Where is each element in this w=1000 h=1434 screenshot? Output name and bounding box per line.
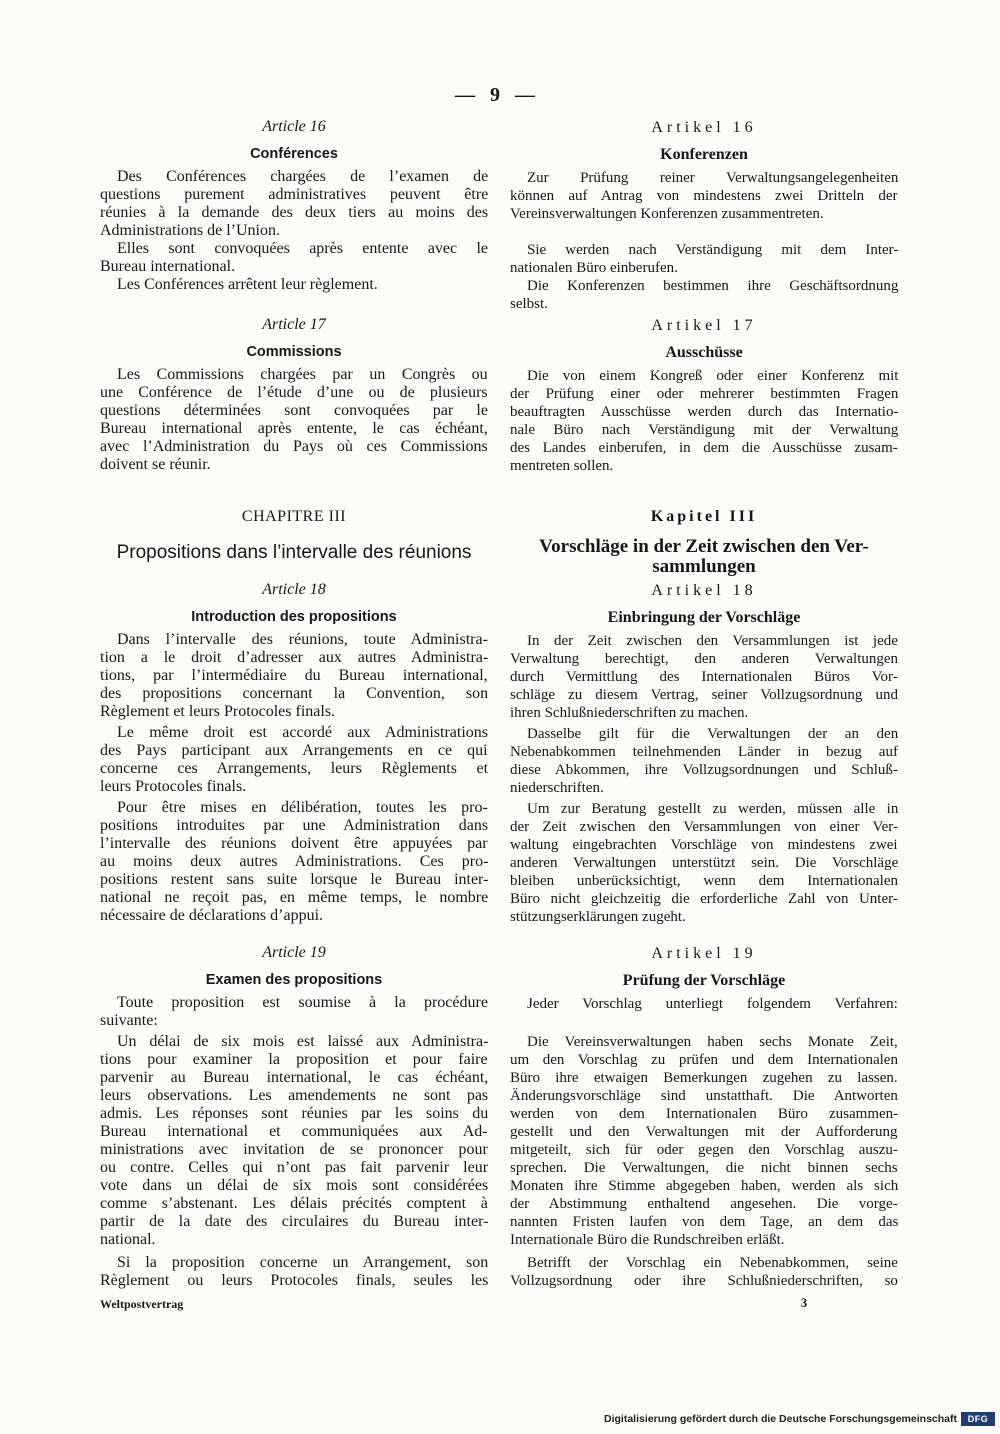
line-text: Bureau international.: [100, 258, 236, 275]
text-line: [117, 240, 488, 258]
article-title: Conférences: [250, 146, 338, 162]
text-line: [510, 1141, 898, 1159]
text-line: [527, 995, 898, 1013]
line-text: stützungserklärungen zugeht.: [510, 909, 686, 925]
line-text: In der Zeit zwischen den Versammlungen ist jede: [527, 633, 898, 649]
paragraph: [510, 1254, 898, 1290]
line-text: questions déterminées sont convoquées par le: [100, 402, 488, 419]
line-text: ministrations avec invitation de se prononcer pour: [100, 1141, 488, 1158]
line-text: Änderungsvorschläge sind unstatthaft. Die Antworten: [510, 1088, 898, 1104]
line-text: sprechen. Die Verwaltungen, die nicht binnen sechs: [510, 1160, 898, 1176]
text-line: [100, 871, 488, 889]
paragraph: [510, 725, 898, 797]
text-line: [100, 258, 488, 276]
article-title: Prüfung der Vorschläge: [622, 972, 786, 989]
paragraph: [100, 631, 488, 721]
chapter-title: [100, 540, 488, 566]
text-line: [117, 276, 488, 294]
text-line: [117, 994, 488, 1012]
text-line: [510, 854, 898, 872]
line-text: des Pays participant aux Arrangements en ce qui: [100, 742, 488, 759]
line-text: niederschriften.: [510, 780, 604, 796]
article-heading: Article 17: [262, 316, 326, 333]
line-text: Monaten ihre Stimme abgegeben haben, werden als sich: [510, 1178, 899, 1194]
line-text: ihren Schlußniederschriften zu machen.: [510, 705, 749, 721]
chapter-label: CHAPITRE III: [241, 508, 347, 525]
line-text: vote dans un délai de six mois sont considérées: [100, 1177, 489, 1194]
line-text: Bureau international et communiquées aux Ad-: [100, 1123, 488, 1140]
article-18-fr: [100, 577, 488, 925]
text-line: [510, 1177, 898, 1195]
text-line: [510, 650, 898, 668]
article-19-fr: [100, 940, 488, 1290]
text-line: [100, 703, 488, 721]
text-line: [510, 385, 898, 403]
text-line: [117, 366, 488, 384]
line-text: concerne ces Arrangements, leurs Règlements et: [100, 760, 489, 777]
text-line: [100, 1195, 488, 1213]
text-line: [117, 168, 488, 186]
text-line: [527, 725, 898, 743]
text-line: [510, 205, 898, 223]
paragraph: [100, 1033, 488, 1249]
text-line: [100, 760, 488, 778]
text-line: [100, 204, 488, 222]
line-text: positions introduites par une Administration dans: [100, 817, 489, 834]
text-line: [100, 1272, 488, 1290]
line-text: um den Vorschlag zu prüfen und dem Internationalen: [510, 1052, 898, 1068]
line-text: anderen Verwaltungen unterstützt sein. Die Vorschläge: [510, 855, 899, 871]
line-text: durch Vermittlung des Internationalen Büros Vor-: [510, 669, 898, 685]
line-text: parvenir au Bureau international, le cas échéant,: [100, 1069, 489, 1086]
line-text: Dans l’intervalle des réunions, toute Administra-: [117, 631, 488, 648]
text-line: [100, 907, 488, 925]
text-line: [100, 1012, 488, 1030]
text-line: [100, 889, 488, 907]
text-line: [510, 1195, 898, 1213]
line-text: une Conférence de l’étude d’une ou de plusieurs: [100, 384, 488, 401]
line-text: Des Conférences chargées de l’examen de: [117, 168, 489, 185]
line-text: national ne reçoit pas, en même temps, le nombre: [100, 889, 489, 906]
article-heading: Article 19: [262, 944, 326, 961]
line-text: réunies à la demande des deux tiers au moins des: [100, 204, 489, 221]
line-text: Betrifft der Vorschlag ein Nebenabkommen, seine: [527, 1255, 898, 1271]
paragraph: [100, 366, 488, 474]
text-line: [510, 668, 898, 686]
line-text: nécessaire de déclarations d’appui.: [100, 907, 324, 924]
line-text: Les Commissions chargées par un Congrès ou: [117, 366, 488, 383]
line-text: Toute proposition est soumise à la procédure: [117, 994, 488, 1011]
text-line: [510, 403, 898, 421]
text-line: [100, 1213, 488, 1231]
line-text: können auf Antrag von mindestens zwei Dritteln der: [510, 188, 898, 204]
line-text: Vereinsverwaltungen Konferenzen zusammentreten.: [510, 206, 824, 222]
text-line: [100, 1231, 488, 1249]
text-line: [510, 890, 898, 908]
paragraph: [100, 799, 488, 925]
text-line: [100, 402, 488, 420]
paragraph: [510, 169, 898, 223]
line-text: partir de la date des circulaires du Bureau inter-: [100, 1213, 489, 1230]
line-text: gestellt und den Verwaltungen mit der Aufforderung: [510, 1124, 898, 1140]
article-heading: Artikel 19: [651, 945, 757, 962]
article-title: Commissions: [246, 344, 342, 360]
line-text: tions pour examiner la proposition et pour faire: [100, 1051, 488, 1068]
line-text: Si la proposition concerne un Arrangement, son: [117, 1254, 489, 1271]
chapter-title: [510, 537, 898, 577]
text-line: [100, 186, 488, 204]
paragraph: [100, 724, 488, 796]
line-text: Die Vereinsverwaltungen haben sechs Monate Zeit,: [527, 1034, 898, 1050]
digitization-credit: [600, 1411, 957, 1427]
text-line: [100, 817, 488, 835]
line-text: bleiben unberücksichtigt, wenn dem Internationalen: [510, 873, 898, 889]
line-text: nale Büro nach Verständigung mit der Verwaltung: [510, 422, 899, 438]
article-title: Introduction des propositions: [191, 609, 397, 625]
line-text: Verwaltung berechtigt, den anderen Verwaltungen: [510, 651, 899, 667]
line-text: au moins deux autres Administrations. Ces pro-: [100, 853, 489, 870]
text-line: [100, 685, 488, 703]
credit-text: Digitalisierung gefördert durch die Deutsche Forschungsgemeinschaft: [604, 1413, 957, 1425]
chapter-label: Kapitel III: [650, 508, 758, 525]
paragraph: [510, 1033, 898, 1249]
text-line: [100, 1105, 488, 1123]
line-text: nannten Fristen laufen von dem Tage, an dem das: [510, 1214, 899, 1230]
line-text: tions, par l’intermédiaire du Bureau international,: [100, 667, 488, 684]
text-line: [510, 259, 898, 277]
chapter-title-line: [510, 557, 898, 577]
text-line: [510, 295, 898, 313]
paragraph: [100, 168, 488, 240]
text-line: [100, 384, 488, 402]
article-17-de: [510, 313, 898, 475]
text-line: [100, 438, 488, 456]
paragraph: [100, 994, 488, 1030]
text-line: [527, 800, 898, 818]
line-text: Die von einem Kongreß oder einer Konferenz mit: [527, 368, 899, 384]
line-text: Um zur Beratung gestellt zu werden, müssen alle in: [527, 801, 899, 817]
article-18-de: [510, 578, 898, 926]
chapter-heading-de: [510, 506, 898, 577]
paragraph: [510, 800, 898, 926]
line-text: comme s’abstenant. Les délais précités comptent à: [100, 1195, 488, 1212]
article-title: Einbringung der Vorschläge: [607, 609, 801, 626]
text-line: [510, 818, 898, 836]
article-19-de: [510, 941, 898, 1290]
text-line: [510, 761, 898, 779]
text-line: [100, 456, 488, 474]
text-line: [510, 439, 898, 457]
text-line: [527, 1254, 898, 1272]
line-text: positions restent sans suite lorsque le Bureau inter-: [100, 871, 489, 888]
text-line: [527, 1033, 898, 1051]
line-text: des propositions concernant la Convention, son: [100, 685, 489, 702]
text-line: [510, 779, 898, 797]
chapter-title-text: sammlungen: [652, 556, 756, 577]
line-text: Règlement et leurs Protocoles finals.: [100, 703, 336, 720]
paragraph: [100, 276, 488, 294]
article-17-fr: [100, 312, 488, 474]
line-text: nationalen Büro einberufen.: [510, 260, 678, 276]
line-text: waltung eingebrachten Vorschläge von mindestens zwei: [510, 837, 898, 853]
line-text: Bureau international après entente, le cas échéant,: [100, 420, 488, 437]
line-text: ou contre. Celles qui n’ont pas fait parvenir leur: [100, 1159, 489, 1176]
text-line: [100, 835, 488, 853]
line-text: der Zeit zwischen den Versammlungen von einer Ver-: [510, 819, 898, 835]
line-text: der Prüfung einer oder mehrerer bestimmten Fragen: [510, 386, 899, 402]
text-line: [510, 908, 898, 926]
text-line: [527, 632, 898, 650]
text-line: [510, 872, 898, 890]
line-text: Le même droit est accordé aux Administrations: [117, 724, 489, 741]
article-16-de: [510, 115, 898, 313]
line-text: Les Conférences arrêtent leur règlement.: [117, 276, 378, 293]
line-text: Règlement ou leurs Protocoles finals, seules les: [100, 1272, 489, 1289]
text-line: [100, 1069, 488, 1087]
article-title: Konferenzen: [660, 146, 748, 163]
text-line: [510, 187, 898, 205]
article-16-fr: [100, 114, 488, 294]
line-text: tion a le droit d’adresser aux autres Administra-: [100, 649, 489, 666]
page-number: — 9 —: [455, 84, 535, 106]
text-line: [527, 169, 898, 187]
article-heading: Artikel 17: [651, 317, 757, 334]
text-line: [510, 1051, 898, 1069]
line-text: doivent se réunir.: [100, 456, 211, 473]
line-text: Administrations de l’Union.: [100, 222, 280, 239]
line-text: Zur Prüfung reiner Verwaltungsangelegenheiten: [527, 170, 899, 186]
chapter-title-line: [510, 537, 898, 557]
article-heading: Article 18: [262, 581, 326, 598]
line-text: diese Abkommen, ihre Vollzugsordnungen und Schluß-: [510, 762, 898, 778]
text-line: [100, 778, 488, 796]
article-heading: Artikel 18: [651, 582, 757, 599]
line-text: leurs Protocoles finals.: [100, 778, 247, 795]
paragraph: [510, 367, 898, 475]
line-text: Vollzugsordnung oder ihre Schlußniederschriften, so: [510, 1273, 898, 1289]
line-text: leurs observations. Les amendements ne sont pas: [100, 1087, 489, 1104]
line-text: Dasselbe gilt für die Verwaltungen der an den: [527, 726, 899, 742]
line-text: mitgeteilt, sich für oder gegen den Vorschlag auszu-: [510, 1142, 898, 1158]
chapter-title-text: Vorschläge in der Zeit zwischen den Ver-: [539, 536, 869, 557]
line-text: mentreten sollen.: [510, 458, 614, 474]
article-heading: Article 16: [262, 118, 326, 135]
text-line: [510, 1159, 898, 1177]
line-text: des Landes einberufen, in dem die Ausschüsse zusam-: [510, 440, 898, 456]
article-heading: Artikel 16: [651, 119, 757, 136]
line-text: Elles sont convoquées après entente avec le: [117, 240, 488, 257]
text-line: [117, 1033, 488, 1051]
line-text: Internationale Büro die Rundschreiben erläßt.: [510, 1232, 785, 1248]
text-line: [100, 742, 488, 760]
text-line: [510, 1123, 898, 1141]
text-line: [527, 241, 898, 259]
text-line: [510, 1069, 898, 1087]
line-text: beauftragten Ausschüsse werden durch das Internatio-: [510, 404, 899, 420]
text-line: [100, 853, 488, 871]
article-title: Ausschüsse: [665, 344, 743, 361]
paragraph: [510, 632, 898, 722]
line-text: Büro nicht gleichzeitig die erforderliche Zahl von Unter-: [510, 891, 898, 907]
text-line: [100, 1177, 488, 1195]
text-line: [527, 367, 898, 385]
text-line: [117, 799, 488, 817]
text-line: [510, 1105, 898, 1123]
line-text: l’intervalle des réunions doivent être appuyées par: [100, 835, 488, 852]
line-text: national.: [100, 1231, 156, 1248]
text-line: [510, 1087, 898, 1105]
line-text: questions purement administratives peuvent être: [100, 186, 489, 203]
article-title: Examen des propositions: [205, 972, 383, 988]
text-line: [100, 649, 488, 667]
text-line: [100, 1123, 488, 1141]
text-line: [100, 1087, 488, 1105]
line-text: der Abstimmung enthaltend angesehen. Die vorge-: [510, 1196, 898, 1212]
paragraph: [100, 1254, 488, 1290]
text-line: [510, 1272, 898, 1290]
text-line: [510, 836, 898, 854]
text-line: [100, 1159, 488, 1177]
text-line: [510, 1213, 898, 1231]
text-line: [510, 704, 898, 722]
paragraph: [510, 995, 898, 1013]
text-line: [510, 686, 898, 704]
text-line: [510, 1231, 898, 1249]
text-line: [100, 420, 488, 438]
text-line: [117, 724, 488, 742]
chapter-heading-fr: [100, 506, 488, 566]
sheet-mark: 3: [800, 1295, 808, 1310]
text-line: [117, 1254, 488, 1272]
text-line: [117, 631, 488, 649]
line-text: Pour être mises en délibération, toutes les pro-: [117, 799, 488, 816]
dfg-logo: DFG: [961, 1412, 995, 1426]
text-line: [527, 277, 898, 295]
line-text: Die Konferenzen bestimmen ihre Geschäftsordnung: [527, 278, 899, 294]
line-text: suivante:: [100, 1012, 158, 1029]
text-line: [510, 457, 898, 475]
paragraph: [510, 277, 898, 313]
line-text: avec l’Administration du Pays où ces Commissions: [100, 438, 488, 455]
text-line: [100, 667, 488, 685]
text-line: [100, 222, 488, 240]
line-text: Sie werden nach Verständigung mit dem Inter-: [527, 242, 899, 258]
paragraph: [100, 240, 488, 276]
line-text: werden von dem Internationalen Büro zusammen-: [510, 1106, 899, 1122]
text-line: [100, 1141, 488, 1159]
line-text: selbst.: [510, 296, 548, 312]
line-text: Nebenabkommen teilnehmenden Länder in bezug auf: [510, 744, 898, 760]
text-line: [100, 1051, 488, 1069]
line-text: admis. Les réponses sont réunies par les soins du: [100, 1105, 489, 1122]
line-text: Un délai de six mois est laissé aux Administra-: [117, 1033, 489, 1050]
line-text: schläge zu diesem Vertrag, seiner Vollzugsordnung und: [510, 687, 899, 703]
line-text: Jeder Vorschlag unterliegt folgendem Verfahren:: [527, 996, 898, 1012]
text-line: [510, 743, 898, 761]
chapter-title-text: Propositions dans l’intervalle des réunions: [116, 542, 472, 563]
text-line: [510, 421, 898, 439]
paragraph: [510, 241, 898, 277]
running-footer: Weltpostvertrag: [100, 1297, 184, 1311]
line-text: Büro ihre etwaigen Bemerkungen zugehen zu lassen.: [510, 1070, 898, 1086]
